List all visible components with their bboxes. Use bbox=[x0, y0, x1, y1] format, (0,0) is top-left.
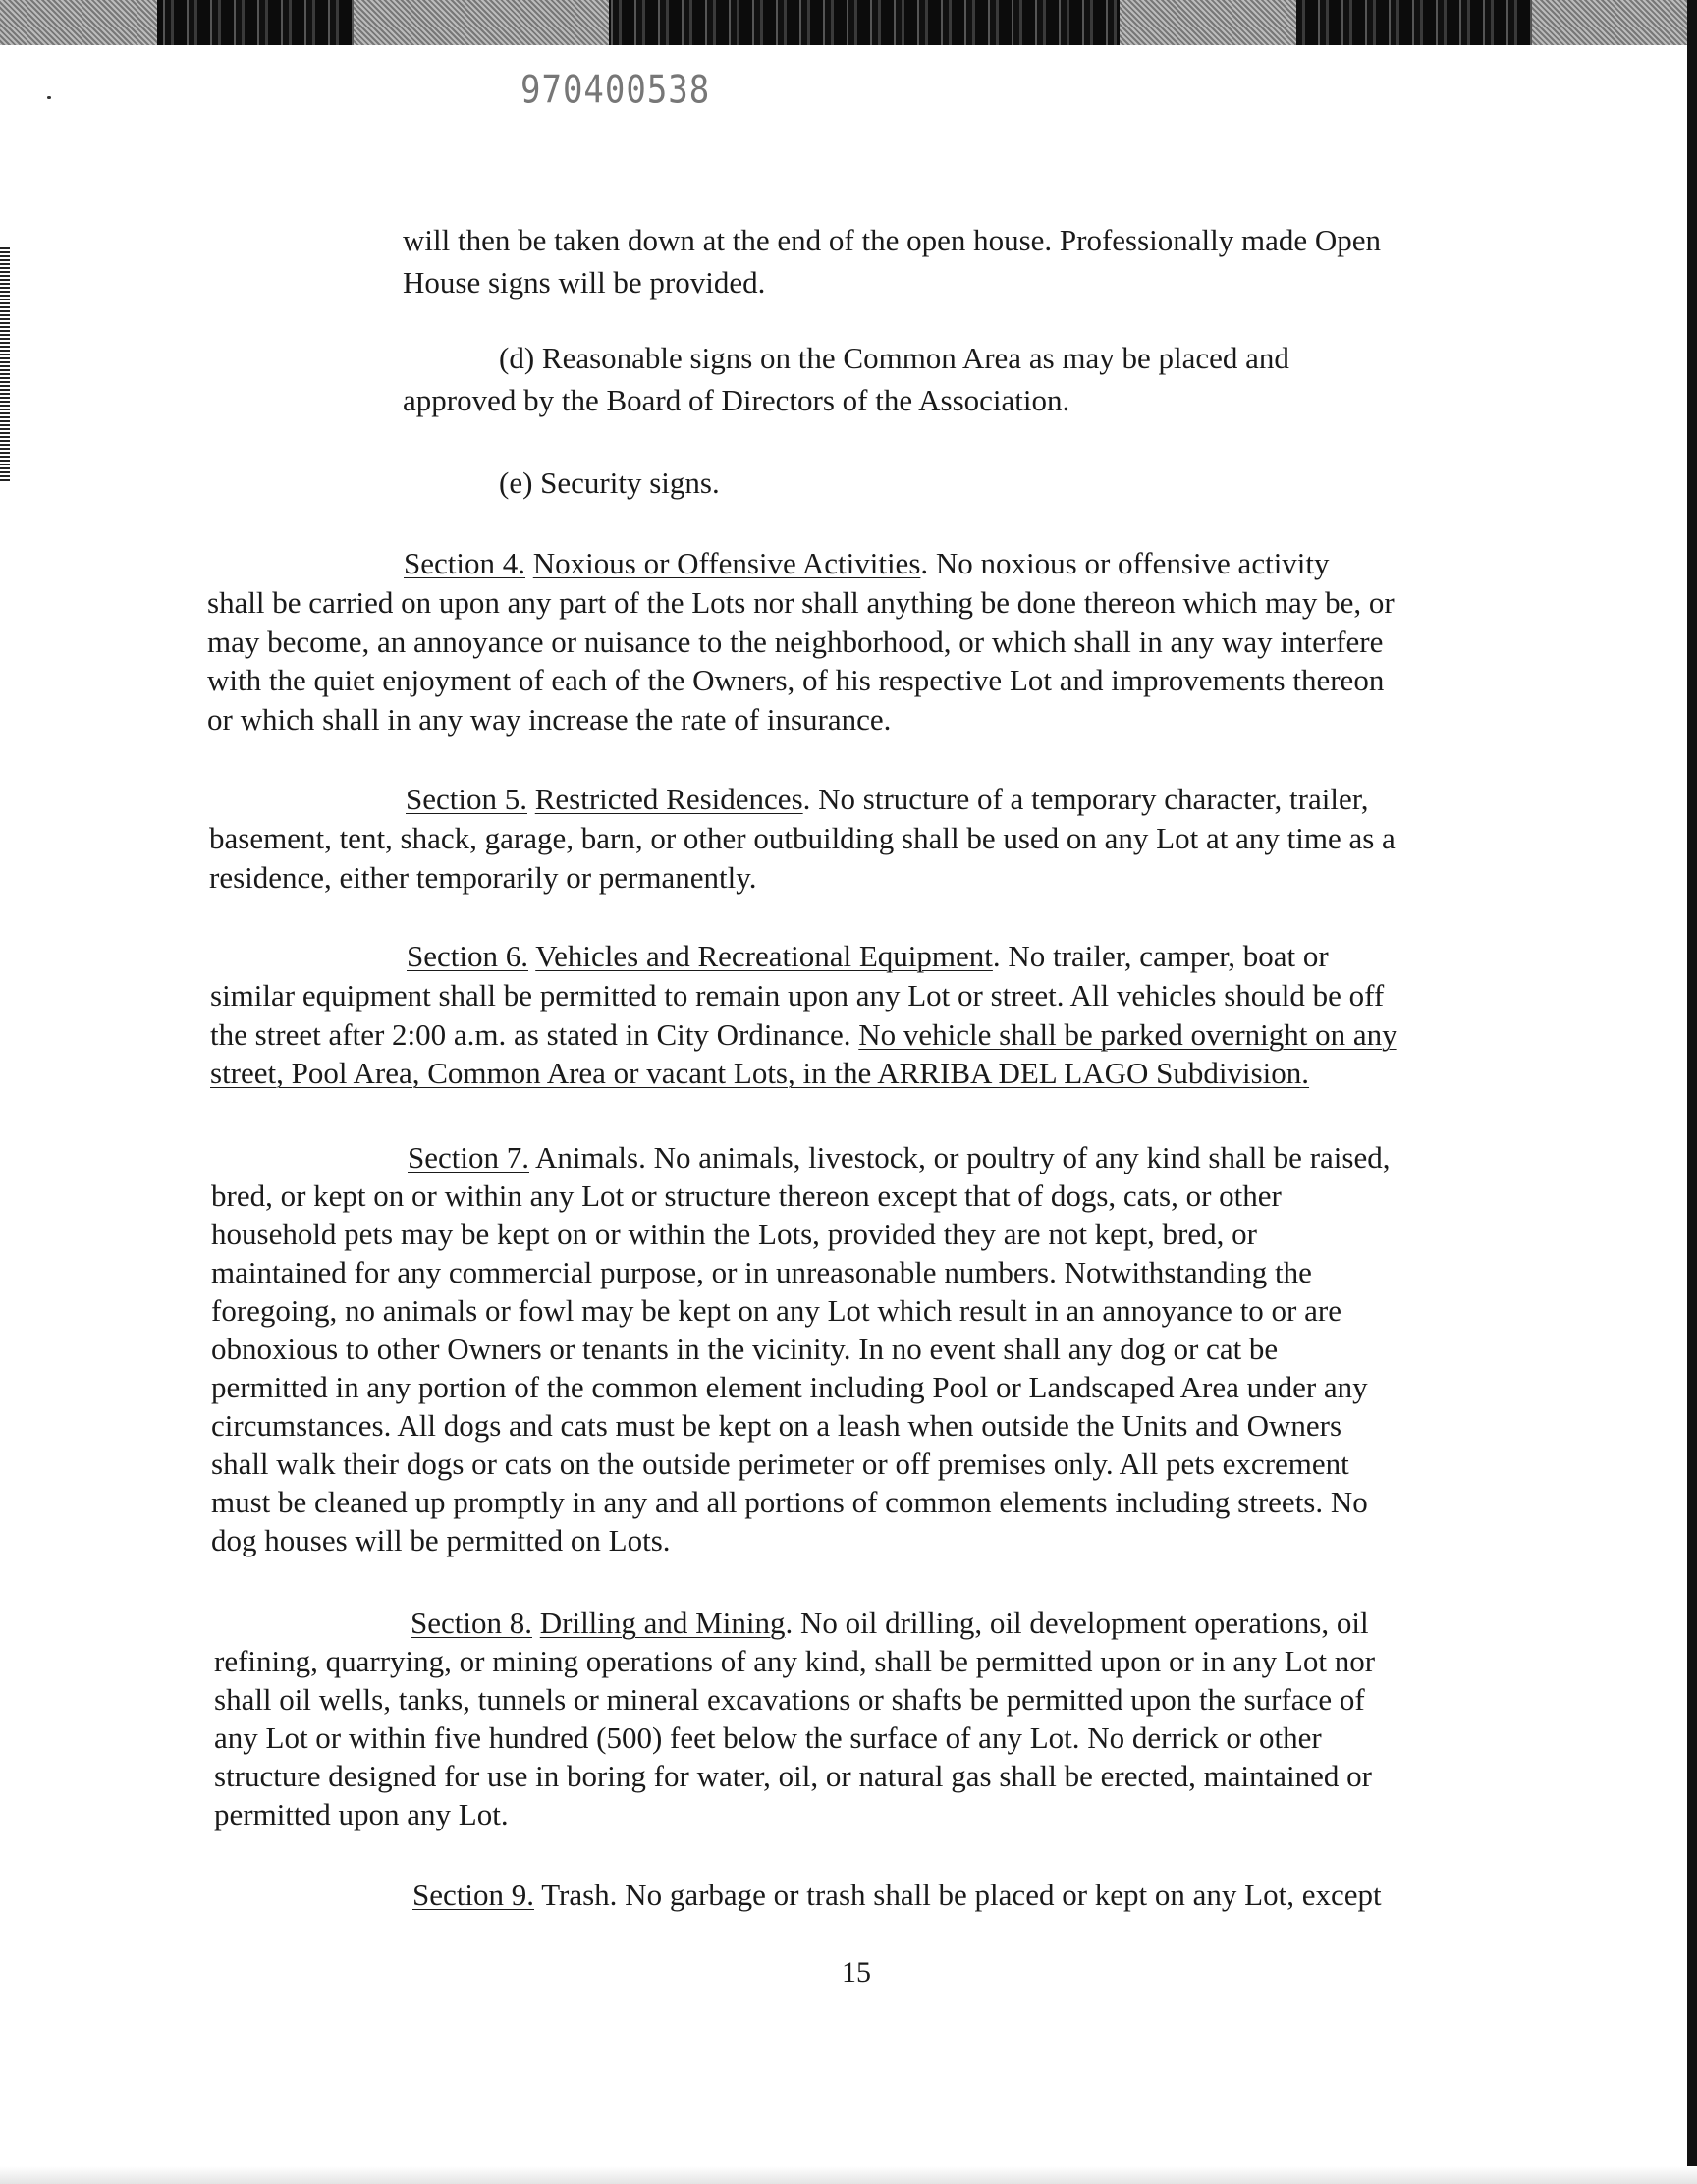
text-segment: similar equipment shall be permitted to remain upon any Lot or street. All vehicles should be off bbox=[210, 978, 1385, 1012]
text-line bbox=[499, 340, 1289, 377]
scan-speck bbox=[47, 96, 51, 99]
underlined-text-segment: Restricted Residences bbox=[534, 782, 803, 816]
underlined-text-segment: Section 9. bbox=[412, 1878, 534, 1912]
text-segment bbox=[525, 546, 533, 580]
page-bottom-edge bbox=[0, 2166, 1697, 2184]
section-5-heading-line bbox=[406, 781, 1369, 818]
text-line bbox=[207, 662, 1384, 699]
text-segment: . No oil drilling, oil development operations, oil bbox=[785, 1606, 1369, 1640]
text-segment: refining, quarrying, or mining operations of any kind, shall be permitted upon or in any Lot nor bbox=[214, 1644, 1376, 1678]
scan-artifact-left-edge bbox=[0, 246, 10, 481]
text-line bbox=[210, 1055, 1309, 1092]
text-segment: household pets may be kept on or within the Lots, provided they are not kept, bred, or bbox=[211, 1217, 1257, 1251]
text-segment: Trash. No garbage or trash shall be placed or kept on any Lot, except bbox=[534, 1878, 1382, 1912]
text-segment: structure designed for use in boring for water, oil, or natural gas shall be erected, maintained or bbox=[214, 1759, 1372, 1793]
text-segment: the street after 2:00 a.m. as stated in City Ordinance. bbox=[210, 1017, 859, 1052]
text-segment: maintained for any commercial purpose, or in unreasonable numbers. Notwithstanding the bbox=[211, 1255, 1312, 1289]
text-line bbox=[211, 1216, 1257, 1253]
text-segment: may become, an annoyance or nuisance to the neighborhood, or which shall in any way interfere bbox=[207, 625, 1384, 659]
text-segment: permitted in any portion of the common element including Pool or Landscaped Area under any bbox=[211, 1370, 1368, 1404]
underlined-text-segment: Section 4. bbox=[404, 546, 525, 580]
text-segment: basement, tent, shack, garage, barn, or other outbuilding shall be used on any Lot at any time as a bbox=[209, 821, 1396, 855]
text-line bbox=[211, 1446, 1349, 1483]
text-line bbox=[214, 1643, 1375, 1680]
text-line bbox=[211, 1407, 1341, 1445]
underlined-text-segment: Section 6. bbox=[407, 939, 528, 973]
text-segment: permitted upon any Lot. bbox=[214, 1797, 509, 1831]
text-line bbox=[207, 584, 1395, 622]
scan-artifact-top-bar bbox=[0, 0, 1697, 45]
text-line bbox=[211, 1292, 1341, 1330]
text-segment: shall be carried on upon any part of the Lots nor shall anything be done thereon which may be, or bbox=[207, 585, 1395, 620]
text-line bbox=[214, 1681, 1365, 1719]
section-7-heading-line bbox=[408, 1139, 1390, 1176]
text-line bbox=[214, 1720, 1322, 1757]
text-line bbox=[403, 382, 1069, 419]
text-line bbox=[209, 859, 756, 897]
text-segment: dog houses will be permitted on Lots. bbox=[211, 1523, 671, 1557]
section-4-heading-line bbox=[404, 545, 1330, 582]
underlined-text-segment: street, Pool Area, Common Area or vacant Lots, in the ARRIBA DEL LAGO Subdivision. bbox=[210, 1056, 1310, 1090]
text-line bbox=[207, 701, 891, 738]
text-line bbox=[209, 820, 1396, 857]
text-segment: approved by the Board of Directors of the Association. bbox=[403, 383, 1070, 417]
text-segment: . No trailer, camper, boat or bbox=[992, 939, 1329, 973]
text-line bbox=[207, 624, 1383, 661]
text-segment: House signs will be provided. bbox=[403, 265, 766, 300]
text-segment: any Lot or within five hundred (500) feet below the surface of any Lot. No derrick or other bbox=[214, 1720, 1322, 1755]
text-segment: shall oil wells, tanks, tunnels or mineral excavations or shafts be permitted upon the surface of bbox=[214, 1682, 1365, 1717]
text-segment: . No noxious or offensive activity bbox=[920, 546, 1330, 580]
text-segment bbox=[527, 782, 535, 816]
text-segment: bred, or kept on or within any Lot or structure thereon except that of dogs, cats, or other bbox=[211, 1178, 1282, 1213]
text-line bbox=[403, 264, 765, 301]
section-9-heading-line bbox=[412, 1877, 1382, 1914]
text-line bbox=[210, 977, 1384, 1014]
text-line bbox=[211, 1254, 1312, 1291]
text-line bbox=[211, 1369, 1368, 1406]
section-6-heading-line bbox=[407, 938, 1329, 975]
text-segment: must be cleaned up promptly in any and all portions of common elements including streets. No bbox=[211, 1485, 1368, 1519]
text-segment: (e) Security signs. bbox=[499, 465, 720, 500]
text-line bbox=[214, 1796, 509, 1833]
underlined-text-segment: Vehicles and Recreational Equipment bbox=[535, 939, 993, 973]
underlined-text-segment: Section 5. bbox=[406, 782, 527, 816]
text-segment: obnoxious to other Owners or tenants in the vicinity. In no event shall any dog or cat be bbox=[211, 1332, 1279, 1366]
text-line bbox=[210, 1016, 1397, 1054]
text-line bbox=[211, 1177, 1282, 1215]
text-line bbox=[403, 222, 1381, 259]
text-line bbox=[211, 1331, 1278, 1368]
text-segment: foregoing, no animals or fowl may be kept on any Lot which result in an annoyance to or are bbox=[211, 1293, 1341, 1328]
underlined-text-segment: No vehicle shall be parked overnight on any bbox=[858, 1017, 1397, 1052]
text-segment: Animals. No animals, livestock, or poultry of any kind shall be raised, bbox=[529, 1140, 1391, 1174]
text-segment: shall walk their dogs or cats on the outside perimeter or off premises only. All pets excrement bbox=[211, 1447, 1349, 1481]
text-segment: with the quiet enjoyment of each of the Owners, of his respective Lot and improvements thereon bbox=[207, 663, 1385, 697]
text-segment: (d) Reasonable signs on the Common Area as may be placed and bbox=[499, 341, 1289, 375]
text-line bbox=[211, 1484, 1368, 1521]
text-segment: or which shall in any way increase the rate of insurance. bbox=[207, 702, 892, 737]
text-line bbox=[214, 1758, 1372, 1795]
document-id-stamp: 970400538 bbox=[520, 68, 711, 113]
section-8-heading-line bbox=[411, 1605, 1369, 1642]
page-number: 15 bbox=[842, 1956, 871, 1989]
underlined-text-segment: Drilling and Mining bbox=[539, 1606, 786, 1640]
text-line bbox=[499, 464, 720, 502]
underlined-text-segment: Noxious or Offensive Activities bbox=[532, 546, 921, 580]
text-segment bbox=[532, 1606, 540, 1640]
text-segment: circumstances. All dogs and cats must be kept on a leash when outside the Units and Owners bbox=[211, 1408, 1342, 1443]
text-line bbox=[211, 1522, 671, 1559]
text-segment: will then be taken down at the end of the open house. Professionally made Open bbox=[403, 223, 1382, 257]
text-segment: . No structure of a temporary character, trailer, bbox=[802, 782, 1369, 816]
underlined-text-segment: Section 8. bbox=[411, 1606, 532, 1640]
scan-artifact-right-edge bbox=[1687, 0, 1697, 2184]
text-segment: residence, either temporarily or permanently. bbox=[209, 860, 757, 895]
underlined-text-segment: Section 7. bbox=[408, 1140, 529, 1174]
